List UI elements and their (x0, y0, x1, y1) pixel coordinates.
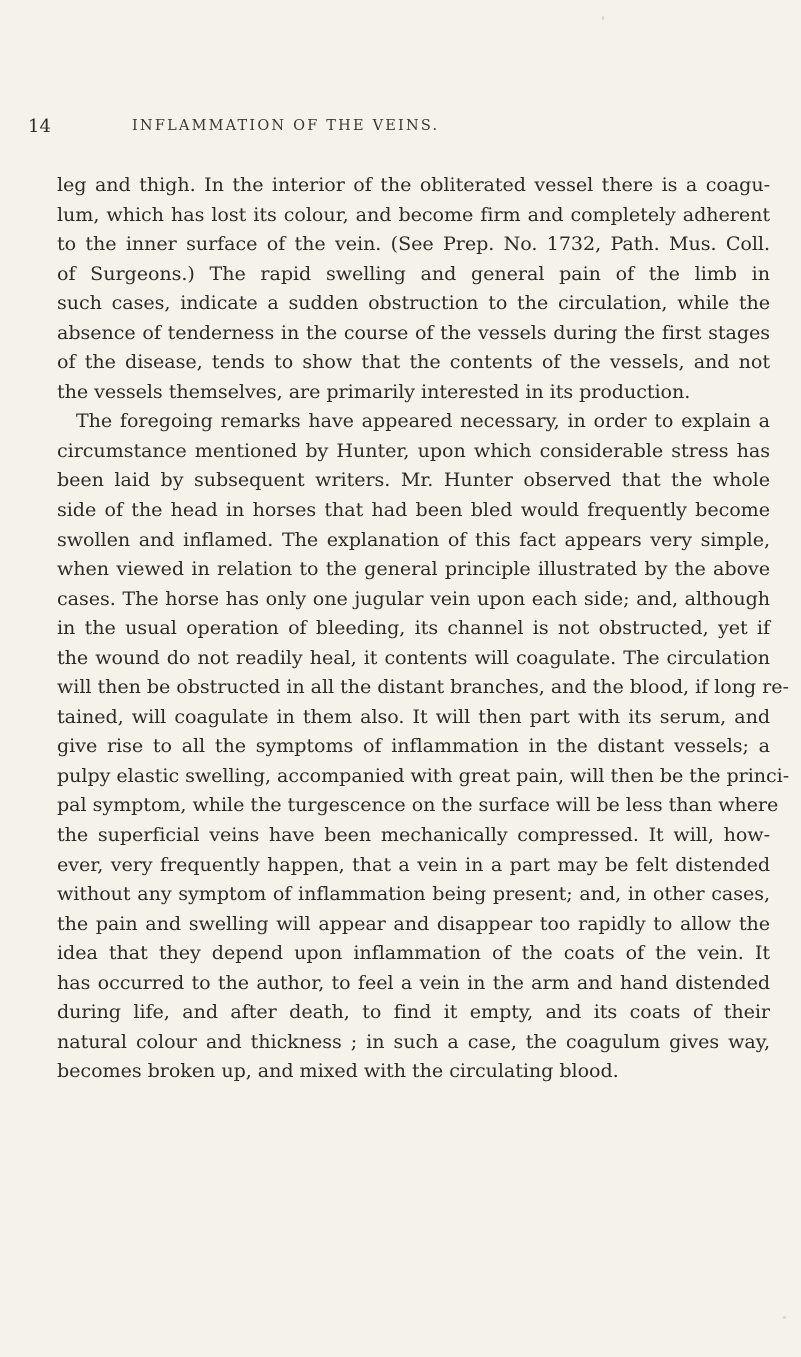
text-line: circumstance mentioned by Hunter, upon which considerable stress has (57, 438, 770, 462)
text-line: becomes broken up, and mixed with the circulating blood. (57, 1059, 619, 1083)
paragraph-continued (57, 170, 770, 406)
paper-speck (602, 16, 604, 20)
text-line: idea that they depend upon inflammation of the coats of the vein. It (57, 941, 770, 965)
text-line: the vessels themselves, are primarily interested in its production. (57, 379, 691, 403)
text-line: lum, which has lost its colour, and become firm and completely adherent (57, 202, 770, 226)
text-line: absence of tenderness in the course of the vessels during the first stages (57, 320, 770, 344)
text-line: natural colour and thickness ; in such a case, the coagulum gives way, (57, 1029, 770, 1053)
text-line: the superficial veins have been mechanically compressed. It will, how- (57, 823, 770, 847)
running-head: INFLAMMATION OF THE VEINS. (132, 118, 440, 134)
text-line: of Surgeons.) The rapid swelling and general pain of the limb in (57, 261, 770, 285)
text-line: pal symptom, while the turgescence on the surface will be less than where (57, 793, 779, 817)
text-line: tained, will coagulate in them also. It will then part with its serum, and (57, 704, 770, 728)
text-line: been laid by subsequent writers. Mr. Hunter observed that the whole (57, 468, 770, 492)
text-line: such cases, indicate a sudden obstruction to the circulation, while the (57, 291, 770, 315)
text-line: the wound do not readily heal, it contents will coagulate. The circulation (57, 645, 770, 669)
paper-speck (783, 1316, 786, 1319)
body-text (57, 170, 790, 1086)
text-line: of the disease, tends to show that the contents of the vessels, and not (57, 350, 770, 374)
text-line: will then be obstructed in all the distant branches, and the blood, if long re- (57, 675, 789, 699)
page-number: 14 (28, 116, 51, 137)
text-line: in the usual operation of bleeding, its channel is not obstructed, yet if (57, 616, 770, 640)
text-line: cases. The horse has only one jugular vein upon each side; and, although (57, 586, 770, 610)
text-line: when viewed in relation to the general principle illustrated by the above (57, 557, 770, 581)
text-line: give rise to all the symptoms of inflammation in the distant vessels; a (57, 734, 770, 758)
text-line: ever, very frequently happen, that a vein in a part may be felt distended (57, 852, 770, 876)
text-line: without any symptom of inflammation being present; and, in other cases, (57, 882, 770, 906)
text-line: has occurred to the author, to feel a vein in the arm and hand distended (57, 970, 770, 994)
text-line: pulpy elastic swelling, accompanied with great pain, will then be the princi- (57, 763, 790, 787)
page-header (28, 116, 798, 144)
text-line: side of the head in horses that had been bled would frequently become (57, 498, 770, 522)
text-line: the pain and swelling will appear and disappear too rapidly to allow the (57, 911, 770, 935)
text-line: during life, and after death, to find it empty, and its coats of their (57, 1000, 770, 1024)
text-line: The foregoing remarks have appeared necessary, in order to explain a (76, 409, 770, 433)
paragraph-hunter (57, 406, 790, 1086)
text-line: to the inner surface of the vein. (See Prep. No. 1732, Path. Mus. Coll. (57, 232, 770, 256)
text-line: swollen and inflamed. The explanation of this fact appears very simple, (57, 527, 770, 551)
text-line: leg and thigh. In the interior of the obliterated vessel there is a coagu- (57, 173, 770, 196)
